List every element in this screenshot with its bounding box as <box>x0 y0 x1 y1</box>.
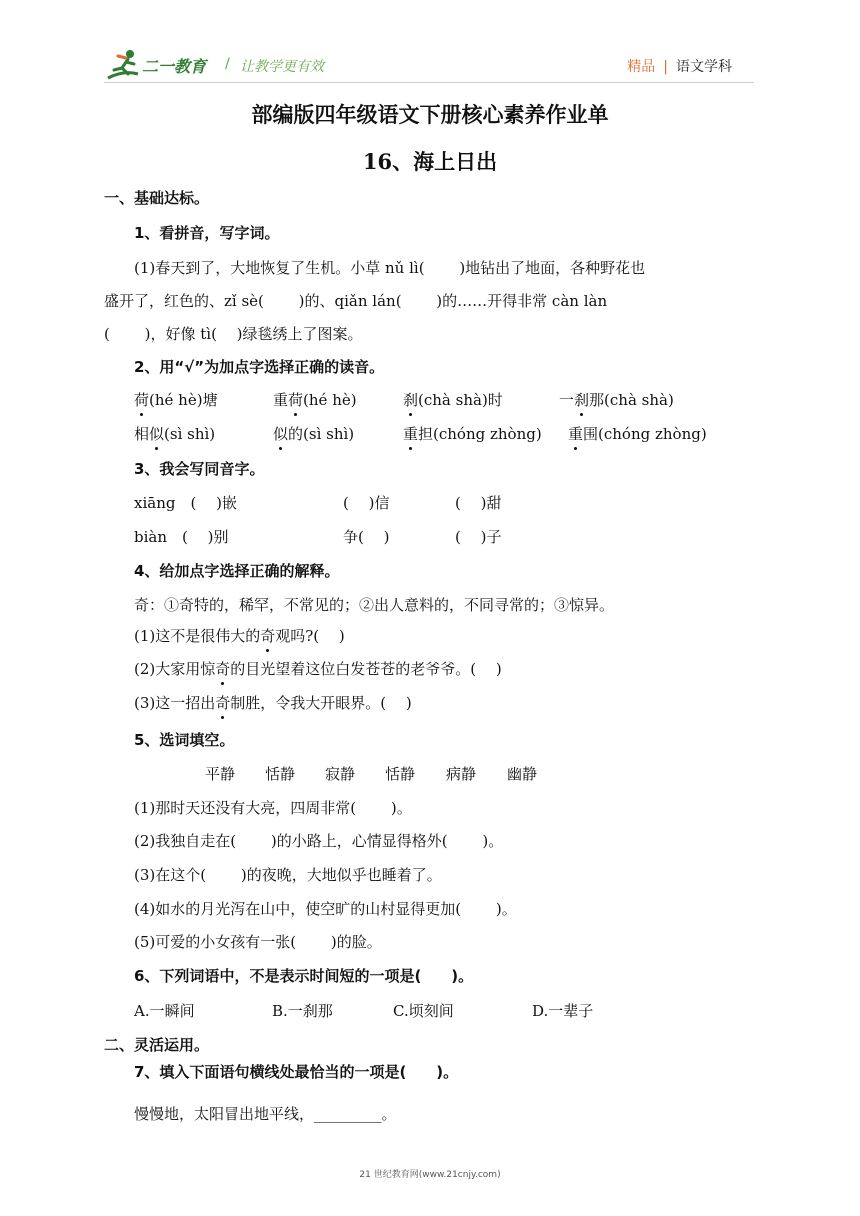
tag-subject: 语文学科 <box>676 59 732 75</box>
sentence-line: (3)这一招出奇制胜，令我大开眼界。( ) <box>134 694 412 712</box>
homophone-cell: ( )信 <box>343 494 390 512</box>
option-d: D.一辈子 <box>532 1002 594 1020</box>
brand-name: 二一教育 <box>142 57 207 76</box>
reading-item: 似的(sì shì) <box>273 425 355 443</box>
question-1-line: 盛开了，红色的、zǐ sè( )的、qiǎn lán( )的……开得非常 càn làn <box>104 292 608 310</box>
tag-quality: 精品 <box>627 59 656 75</box>
dotted-char: 奇 <box>260 627 276 645</box>
reading-item: 相似(sì shì) <box>134 425 216 443</box>
brand-slogan: 让教学更有效 <box>240 59 324 75</box>
dotted-char: 似 <box>273 425 289 443</box>
page-title: 部编版四年级语文下册核心素养作业单 <box>251 102 609 127</box>
definition-line: 奇：①奇特的，稀罕，不常见的；②出人意料的，不同寻常的；③惊异。 <box>134 596 615 614</box>
question-7-title: 7、填入下面语句横线处最恰当的一项是( )。 <box>134 1063 459 1081</box>
reading-item: 荷(hé hè)塘 <box>134 391 218 409</box>
homophone-cell: biàn ( )别 <box>134 528 229 546</box>
question-1-title: 1、看拼音，写字词。 <box>134 224 280 242</box>
dotted-char: 荷 <box>134 391 150 409</box>
fill-line: (1)那时天还没有大亮，四周非常( )。 <box>134 799 412 817</box>
question-1-line: (1)春天到了，大地恢复了生机。小草 nǔ lì( )地钻出了地面，各种野花也 <box>134 259 646 277</box>
word-bank-item: 寂静 <box>325 765 356 783</box>
section-heading-2: 二、灵活运用。 <box>104 1036 210 1054</box>
dotted-char: 荷 <box>288 391 304 409</box>
reading-item: 重担(chóng zhòng) <box>403 425 542 443</box>
fill-line: (4)如水的月光泻在山中，使空旷的山村显得更加( )。 <box>134 900 517 918</box>
reading-item: 一刹那(chà shà) <box>559 391 674 409</box>
fill-line: (5)可爱的小女孩有一张( )的脸。 <box>134 933 382 951</box>
question-3-title: 3、我会写同音字。 <box>134 460 265 478</box>
section-heading-1: 一、基础达标。 <box>104 189 210 207</box>
word-bank-item: 病静 <box>446 765 477 783</box>
word-bank-item: 恬静 <box>265 765 296 783</box>
dotted-char: 奇 <box>215 660 231 678</box>
dotted-char: 刹 <box>574 391 590 409</box>
question-5-title: 5、选词填空。 <box>134 731 235 749</box>
fill-line: (2)我独自走在( )的小路上，心情显得格外( )。 <box>134 832 504 850</box>
question-1-line: ( )，好像 tì( )绿毯绣上了图案。 <box>104 325 363 343</box>
sentence-line: (2)大家用惊奇的目光望着这位白发苍苍的老爷爷。( ) <box>134 660 502 678</box>
dotted-char: 似 <box>149 425 165 443</box>
dotted-char: 刹 <box>403 391 419 409</box>
reading-item: 刹(chà shà)时 <box>403 391 503 409</box>
tag-divider: | <box>663 59 668 75</box>
dotted-char: 奇 <box>215 694 231 712</box>
option-a: A.一瞬间 <box>134 1002 195 1020</box>
dotted-char: 重 <box>403 425 419 443</box>
page-footer: 21 世纪教育网(www.21cnjy.com) <box>359 1170 501 1180</box>
homophone-cell: ( )子 <box>455 528 502 546</box>
option-c: C.顷刻间 <box>393 1002 454 1020</box>
dotted-char: 重 <box>568 425 584 443</box>
question-6-title: 6、下列词语中，不是表示时间短的一项是( )。 <box>134 967 474 985</box>
homophone-cell: ( )甜 <box>455 494 502 512</box>
question-7-line: 慢慢地，太阳冒出地平线，_________。 <box>134 1105 397 1123</box>
option-b: B.一刹那 <box>272 1002 333 1020</box>
homophone-cell: xiāng ( )嵌 <box>134 494 237 512</box>
question-2-title: 2、用“√”为加点字选择正确的读音。 <box>134 358 385 376</box>
word-bank-item: 恬静 <box>385 765 416 783</box>
word-bank-item: 幽静 <box>507 765 538 783</box>
header-tags <box>627 56 732 76</box>
homophone-cell: 争( ) <box>343 528 390 546</box>
question-4-title: 4、给加点字选择正确的解释。 <box>134 562 340 580</box>
header-divider <box>104 82 754 83</box>
lesson-title: 16、海上日出 <box>362 149 498 174</box>
fill-line: (3)在这个( )的夜晚，大地似乎也睡着了。 <box>134 866 442 884</box>
reading-item: 重荷(hé hè) <box>273 391 357 409</box>
brand-slash: / <box>225 56 230 72</box>
word-bank-item: 平静 <box>205 765 236 783</box>
sentence-line: (1)这不是很伟大的奇观吗?( ) <box>134 627 345 645</box>
reading-item: 重围(chóng zhòng) <box>568 425 707 443</box>
